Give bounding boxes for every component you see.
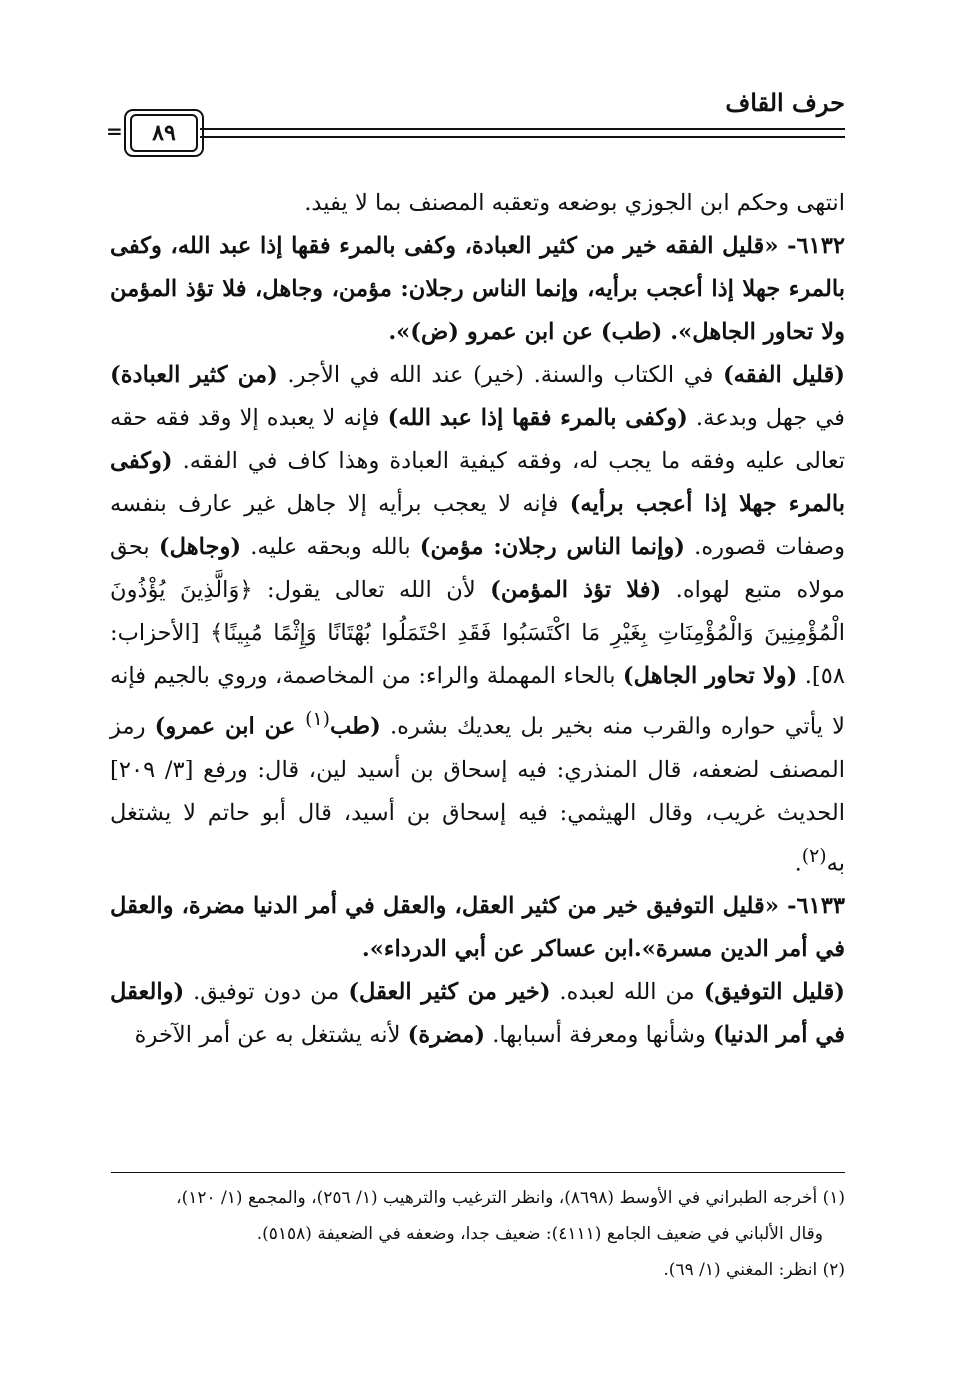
lemma: (من كثير العبادة): [110, 362, 278, 388]
commentary-text: بحق مولاه متبع لهواه.: [110, 534, 845, 603]
main-text: [110, 182, 845, 1057]
commentary-text: بالحاء المهملة والراء: من المخاصمة، وروي بالجيم فإنه لا يأتي حواره والقرب منه بخير بل يعديك بشره.: [110, 663, 846, 740]
commentary-text: من الله لعبده.: [550, 979, 704, 1006]
footnote-1: (١) أخرجه الطبراني في الأوسط (٨٦٩٨)، وانظر الترغيب والترهيب (١/ ٢٥٦)، والمجمع (١/ ١٢٠)،: [176, 1188, 845, 1208]
header-rule-end-mark: =: [106, 119, 123, 143]
footnote-2: (٢) انظر: المغني (١/ ٦٩).: [663, 1260, 845, 1280]
commentary-text: من دون توفيق.: [184, 979, 349, 1006]
lemma: (قليل التوفيق): [703, 979, 845, 1006]
lemma: (وكفى بالمرء جهلا إذا أعجب برأيه): [110, 448, 845, 517]
commentary-6133: [110, 971, 845, 1057]
lemma: عن ابن عمرو): [154, 713, 306, 740]
hadith-source: ابن عساكر عن أبي الدرداء».: [361, 936, 634, 963]
lemma: (وكفى بالمرء فقها إذا عبد الله): [387, 405, 688, 431]
hadith-text: «قليل الفقه خير من كثير العبادة، وكفى بالمرء فقها إذا عبد الله، وكفى بالمرء جهلا إذا أعجب برأيه، وإنما الناس رجلان: مؤمن، وجاهل، فلا تؤذ المؤمن ولا تحاور الجاهل». (طب) عن ابن عمرو (ض)».: [110, 233, 845, 345]
lemma: (ولا تحاور الجاهل): [622, 663, 798, 689]
paragraph-1: [110, 182, 845, 225]
hadith-6132: [110, 225, 845, 354]
quran-quote: لأن الله تعالى يقول: ﴿وَالَّذِينَ يُؤْذُونَ الْمُؤْمِنِينَ وَالْمُؤْمِنَاتِ بِغَيْرِ مَا اكْتَسَبُوا فَقَدِ احْتَمَلُوا بُهْتَانًا وَإِثْمًا مُبِينًا﴾ [الأحزاب: ٥٨].: [110, 577, 845, 689]
hadith-6133: [110, 885, 845, 971]
commentary-text: لأنه يشتغل به عن أمر الآخرة: [134, 1022, 408, 1049]
lemma: (خير من كثير العقل): [348, 979, 551, 1006]
commentary-text: في الكتاب والسنة. (خير) عند الله في الأجر.: [277, 362, 723, 388]
footnotes: [110, 1180, 845, 1288]
footnote-ref-2[interactable]: (٢): [801, 845, 827, 867]
footnote-ref-1[interactable]: (١): [305, 709, 330, 730]
commentary-text: وشأنها ومعرفة أسبابها.: [485, 1022, 714, 1049]
commentary-text: فإنه لا يعجب برأيه إلا جاهل غير عارف بنفسه وصفات قصوره.: [110, 491, 845, 560]
paragraph-1-text: انتهى وحكم ابن الجوزي بوضعه وتعقبه المصنف بما لا يفيد.: [304, 190, 845, 216]
lemma: (والعقل في أمر الدنيا): [110, 979, 845, 1049]
commentary-text: رمز المصنف لضعفه، قال المنذري: فيه إسحاق بن أسيد لين، قال: ورفع [٣/ ٢٠٩] الحديث غريب، وقال الهيثمي: فيه إسحاق بن أسيد، قال أبو حاتم لا يشتغل به: [110, 713, 846, 877]
lemma: (وإنما الناس رجلان: مؤمن): [419, 534, 685, 560]
commentary-text: فإنه لا يعبده إلا وقد فقه حقه تعالى عليه وفقه ما يجب له، وفقه كيفية العبادة وهذا كاف في الفقه.: [110, 405, 846, 474]
lemma: (قليل الفقه): [722, 362, 845, 388]
running-header-title: حرف القاف: [725, 88, 845, 117]
commentary-text: .: [794, 850, 802, 877]
lemma: (وجاهل): [158, 534, 242, 560]
commentary-text: في جهل وبدعة.: [687, 405, 845, 431]
hadith-number: ٦١٣٣-: [778, 893, 846, 920]
footnote-1-continuation: وقال الألباني في ضعيف الجامع (٤١١١): ضعيف جدا، وضعفه في الضعيفة (٥١٥٨).: [256, 1224, 823, 1244]
lemma: (فلا تؤذ المؤمن): [490, 577, 662, 603]
hadith-number: ٦١٣٢-: [778, 233, 845, 259]
lemma: (مضرة): [407, 1022, 486, 1049]
lemma: (طب: [329, 713, 381, 740]
commentary-6132: [110, 354, 845, 885]
hadith-text: «قليل التوفيق خير من كثير العقل، والعقل في أمر الدنيا مضرة، والعقل في أمر الدين مسرة».: [110, 893, 845, 963]
page-number: ٨٩: [130, 114, 198, 152]
commentary-text: بالله وبحقه عليه.: [241, 534, 420, 560]
footnote-separator: [111, 1172, 845, 1173]
header-rule: [200, 128, 845, 138]
